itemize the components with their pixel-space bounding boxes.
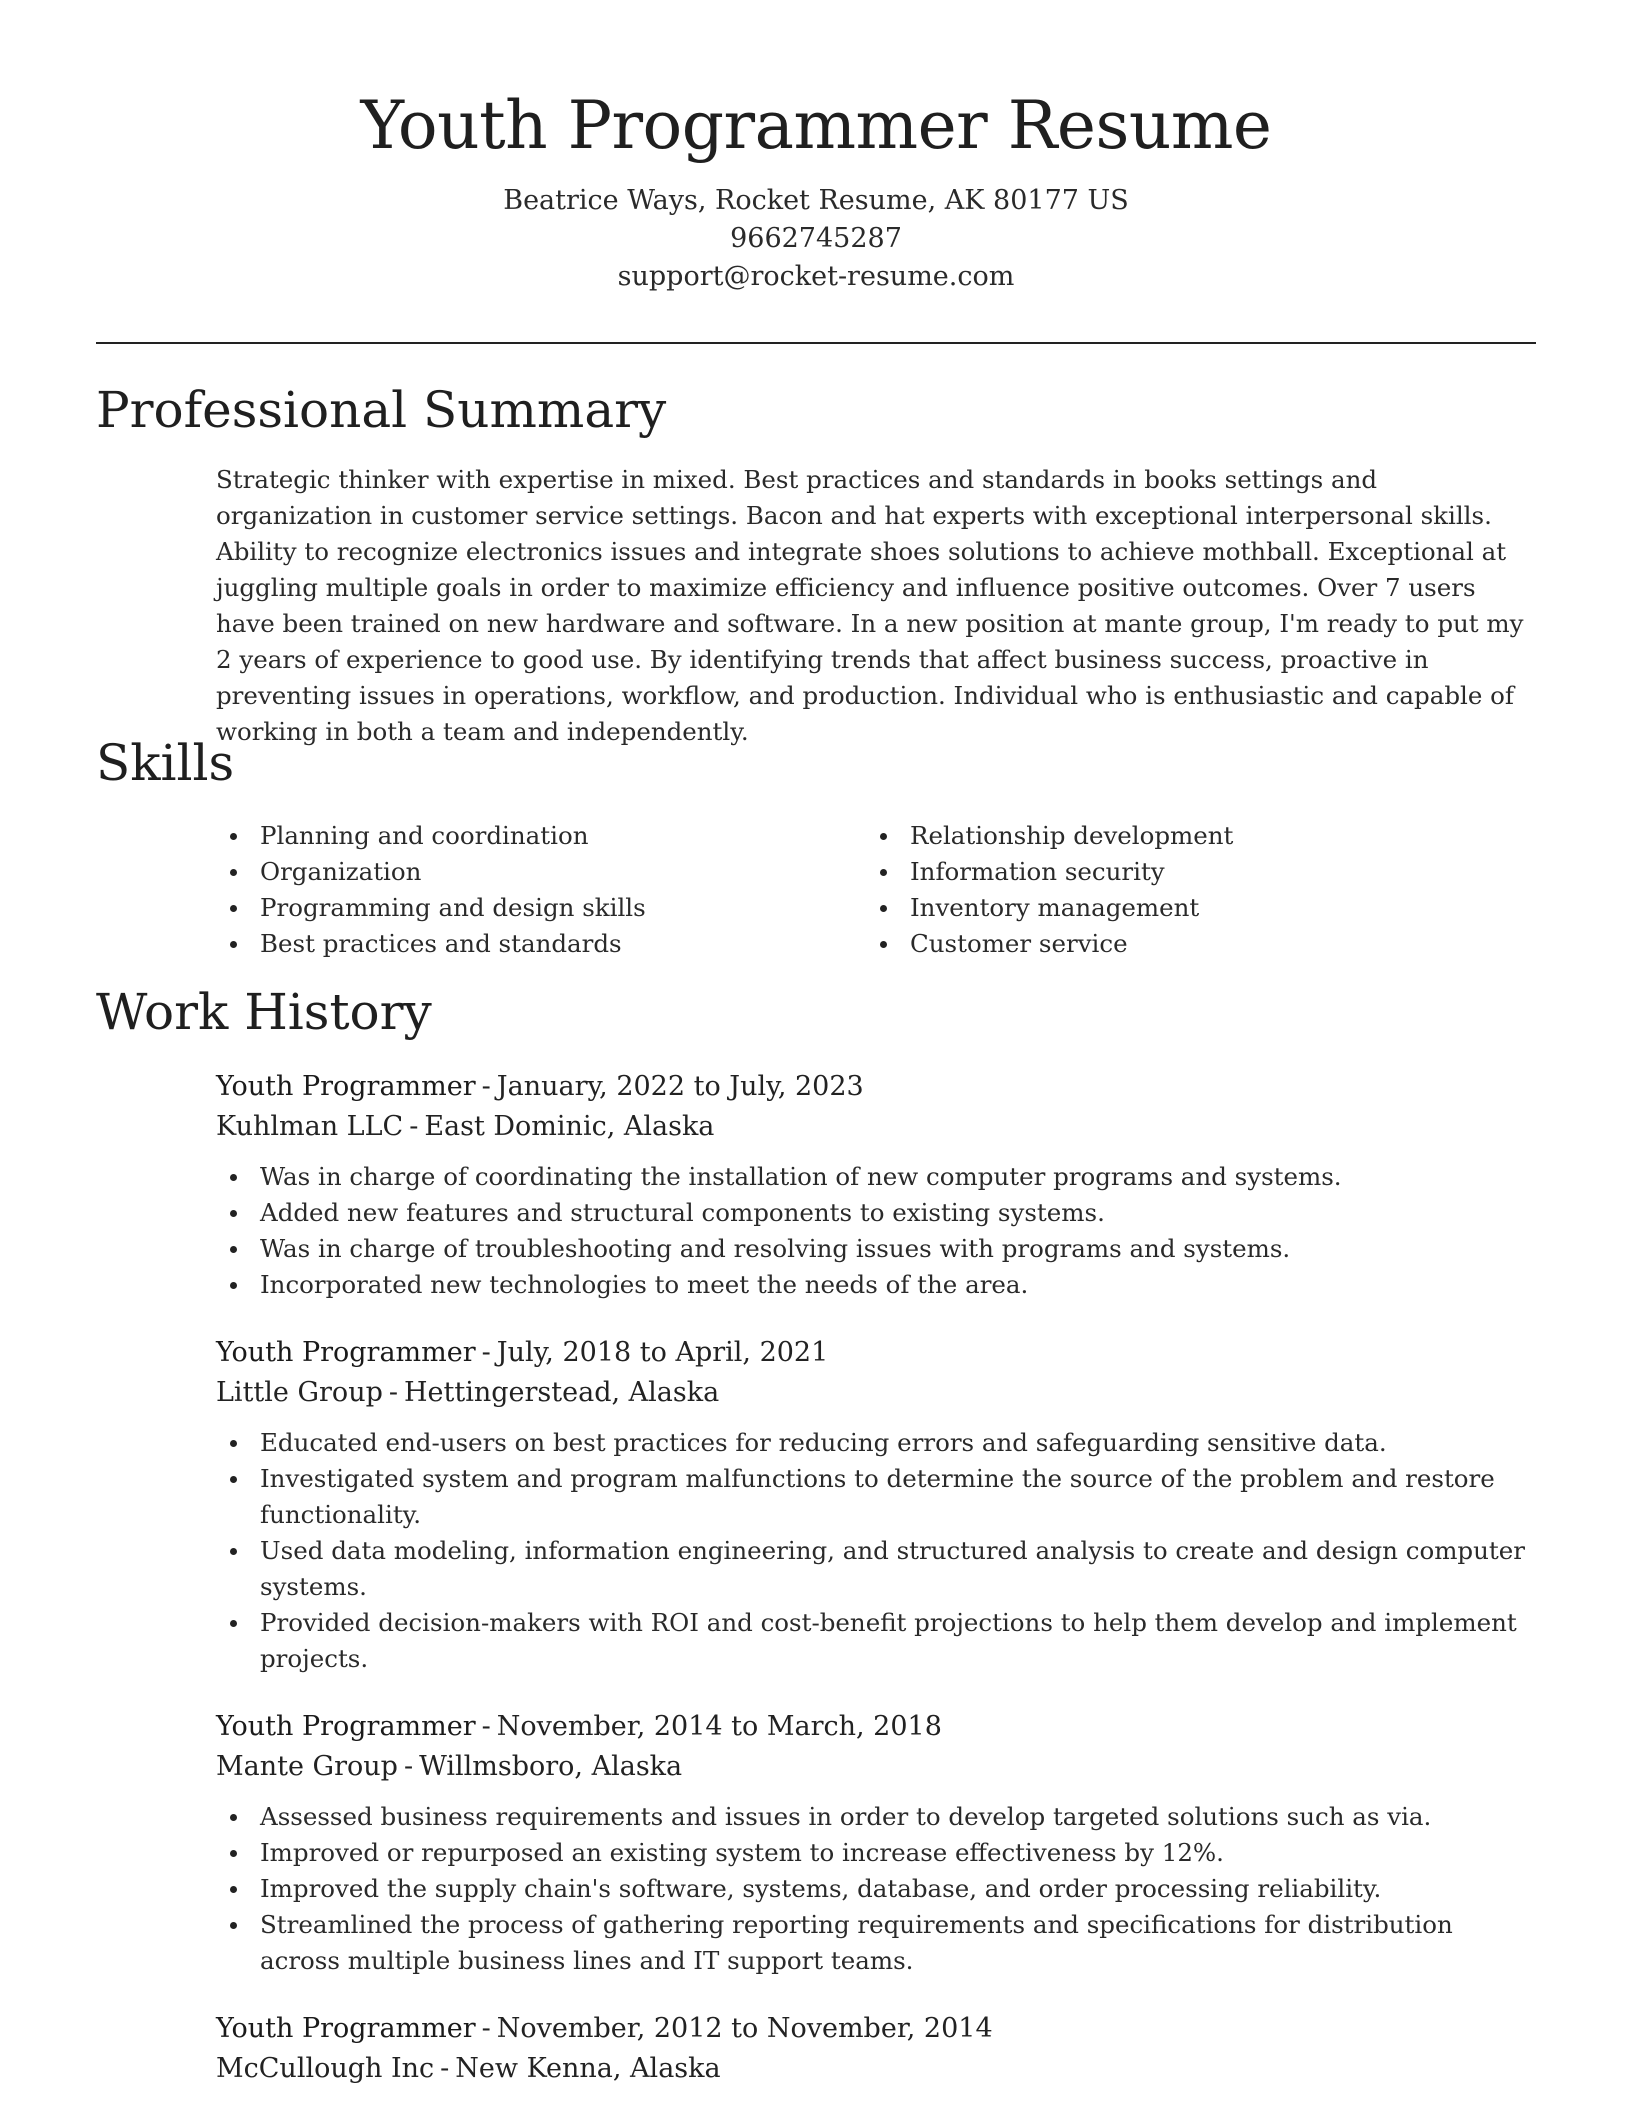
job-title-line xyxy=(216,1333,1536,1373)
job-company: Little Group xyxy=(216,1377,383,1408)
job-bullet: Educated end-users on best practices for reducing errors and safeguarding sensitive data. xyxy=(216,1425,1530,1461)
resume-header xyxy=(0,84,1632,296)
job-bullets xyxy=(216,1425,1536,1677)
job-bullet: Assessed business requirements and issues in order to develop targeted solutions such as via. xyxy=(216,1799,1530,1835)
job-bullet: Provided decision-makers with ROI and cost-benefit projections to help them develop and implement projects. xyxy=(216,1605,1530,1677)
job-entry xyxy=(216,1067,1536,1303)
skill-item: Relationship development xyxy=(866,818,1506,854)
job-role: Youth Programmer xyxy=(216,1337,476,1368)
job-dates: January, 2022 to July, 2023 xyxy=(496,1071,864,1102)
job-bullet: Was in charge of troubleshooting and resolving issues with programs and systems. xyxy=(216,1231,1530,1267)
skill-item: Programming and design skills xyxy=(216,890,856,926)
separator: - xyxy=(440,2053,450,2084)
separator: - xyxy=(481,1071,491,1102)
separator: - xyxy=(481,1337,491,1368)
skills-list-left xyxy=(216,818,856,962)
job-bullet: Was in charge of coordinating the installation of new computer programs and systems. xyxy=(216,1159,1530,1195)
skill-item: Organization xyxy=(216,854,856,890)
skills-list-right xyxy=(866,818,1506,962)
job-bullet: Used data modeling, information engineering, and structured analysis to create and design computer systems. xyxy=(216,1533,1530,1605)
job-company-line xyxy=(216,1107,1536,1147)
job-company-line xyxy=(216,1747,1536,1787)
separator: - xyxy=(481,1711,491,1742)
job-bullet: Added new features and structural components to existing systems. xyxy=(216,1195,1530,1231)
skills-heading: Skills xyxy=(96,734,235,792)
job-bullets xyxy=(216,1799,1536,1979)
separator: - xyxy=(481,2013,491,2044)
summary-text: Strategic thinker with expertise in mixed. Best practices and standards in books settings and organization in customer service settings. Bacon and hat experts with exceptional interpersonal skills. Ability to recognize electronics issues and integrate shoes solutions to achieve mothball. Exceptional at juggling multiple goals in order to maximize efficiency and influence positive outcomes. Over 7 users have been trained on new hardware and software. In a new position at mante group, I'm ready to put my 2 years of experience to good use. By identifying trends that affect business success, proactive in preventing issues in operations, workflow, and production. Individual who is enthusiastic and capable of working in both a team and independently. xyxy=(216,465,1524,746)
job-company: Mante Group xyxy=(216,1751,398,1782)
job-entry xyxy=(216,1707,1536,1979)
job-title-line xyxy=(216,2009,1536,2049)
job-entry xyxy=(216,1333,1536,1677)
job-location: New Kenna, Alaska xyxy=(455,2053,721,2084)
job-location: Willmsboro, Alaska xyxy=(419,1751,683,1782)
job-role: Youth Programmer xyxy=(216,1711,476,1742)
job-bullets xyxy=(216,1159,1536,1303)
job-title-line xyxy=(216,1067,1536,1107)
separator: - xyxy=(403,1751,414,1782)
separator: - xyxy=(388,1377,398,1408)
job-role: Youth Programmer xyxy=(216,2013,476,2044)
job-bullet: Incorporated new technologies to meet the needs of the area. xyxy=(216,1267,1530,1303)
job-location: Hettingerstead, Alaska xyxy=(404,1377,720,1408)
contact-phone: 9662745287 xyxy=(730,223,902,254)
skill-item: Customer service xyxy=(866,926,1506,962)
job-bullet: Improved or repurposed an existing system to increase effectiveness by 12%. xyxy=(216,1835,1530,1871)
job-title-line xyxy=(216,1707,1536,1747)
job-dates: July, 2018 to April, 2021 xyxy=(496,1337,829,1368)
work-history-list xyxy=(216,1067,1536,2119)
contact-email: support@rocket-resume.com xyxy=(617,261,1015,292)
skill-item: Best practices and standards xyxy=(216,926,856,962)
summary-heading: Professional Summary xyxy=(96,381,667,439)
separator: - xyxy=(409,1111,419,1142)
job-entry xyxy=(216,2009,1536,2089)
skill-item: Planning and coordination xyxy=(216,818,856,854)
skill-item: Information security xyxy=(866,854,1506,890)
job-bullet: Investigated system and program malfunctions to determine the source of the problem and restore functionality. xyxy=(216,1461,1530,1533)
contact-info xyxy=(0,182,1632,296)
job-company-line xyxy=(216,2049,1536,2089)
job-company-line xyxy=(216,1373,1536,1413)
skill-item: Inventory management xyxy=(866,890,1506,926)
work-history-heading: Work History xyxy=(96,983,432,1041)
job-bullet: Streamlined the process of gathering reporting requirements and specifications for distribution across multiple business lines and IT support teams. xyxy=(216,1907,1530,1979)
job-role: Youth Programmer xyxy=(216,1071,476,1102)
header-divider xyxy=(96,342,1536,344)
job-dates: November, 2012 to November, 2014 xyxy=(496,2013,993,2044)
job-location: East Dominic, Alaska xyxy=(424,1111,715,1142)
job-dates: November, 2014 to March, 2018 xyxy=(496,1711,942,1742)
resume-title: Youth Programmer Resume xyxy=(360,87,1272,164)
job-bullet: Improved the supply chain's software, systems, database, and order processing reliability. xyxy=(216,1871,1530,1907)
contact-address: Beatrice Ways, Rocket Resume, AK 80177 US xyxy=(503,185,1129,216)
job-company: Kuhlman LLC xyxy=(216,1111,404,1142)
job-company: McCullough Inc xyxy=(216,2053,435,2084)
